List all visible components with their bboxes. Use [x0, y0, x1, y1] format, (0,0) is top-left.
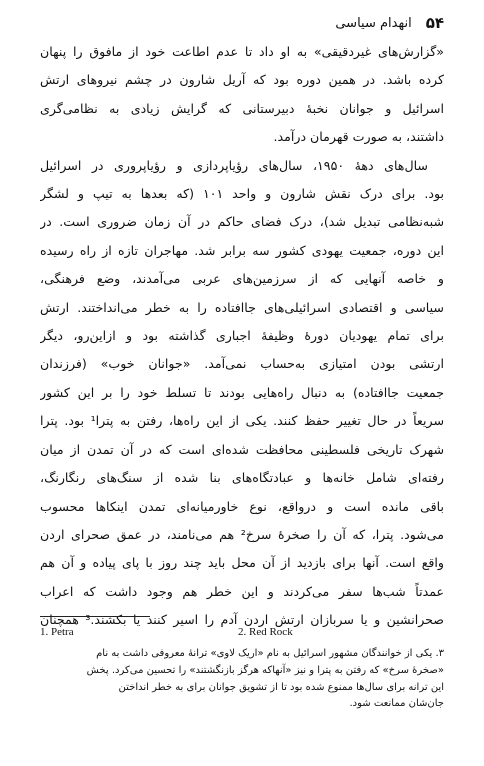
text-line: شهرک تاریخی فلسطینی محافظت شده‌ای است که در آن تمدن از میان	[40, 441, 444, 457]
footnote-line: جان‌شان ممانعت شود.	[349, 698, 444, 710]
text-line: داشتند، به صورت قهرمان درآمد.	[273, 129, 444, 145]
text-line: سال‌های دههٔ ۱۹۵۰، سال‌های رؤیاپردازی و رؤیاپروری در اسرائیل	[40, 157, 428, 173]
text-line: جمعیت جاافتاده) به دنبال راه‌هایی بودند تا تسلط خود را بر این کشور	[40, 384, 444, 400]
text-line: عمدتاً شب‌ها سفر می‌کردند و این خطر هم وجود داشت که اعراب	[40, 583, 444, 599]
text-line: کرده باشد. در همین دوره بود که آریل شارون در چشم نیروهای ارتش	[40, 72, 444, 88]
text-line: شبه‌نظامی تبدیل شد)، درک فضای حاکم در آن زمان ضروری است. در	[40, 214, 444, 230]
footnote-line: این ترانه برای سال‌ها ممنوع شده بود تا از تشویق جوانان برای به خطر انداختن	[118, 681, 444, 693]
text-line: این دوره، جمعیت یهودی کشور سه برابر شد. مهاجران تازه از راه رسیده	[40, 242, 444, 258]
paragraph-1	[40, 38, 444, 152]
text-line: و خاصه آنهایی که از سرزمین‌های عربی می‌آمدند، وضع فرهنگی،	[40, 271, 444, 287]
page-header	[40, 12, 444, 34]
paragraph-2	[40, 152, 444, 635]
text-line: اسرائیل و جوانان نخبهٔ دبیرستانی که گرایش زیادی به نظامی‌گری	[40, 100, 444, 116]
text-line: برای تمام یهودیان دورهٔ وظیفهٔ اجباری گذاشته بود و ازاین‌رو، دیگر	[40, 328, 444, 344]
text-line: سیاسی و اقتصادی اسرائیلی‌های جاافتاده را به خطر می‌انداختند. ارتش	[40, 299, 444, 315]
text-line: صحرانشین و یا سربازان ارتش اردن آدم را اسیر کنند یا بکشند.³ همچنان	[40, 612, 444, 628]
text-line: باقی مانده است و درواقع، نوع خاورمیانه‌ای تمدن اینکاها محسوب	[40, 498, 444, 514]
text-line: واقع است. آنها برای بازدید از آن محل باید چند روز با پای پیاده و آن هم	[40, 555, 444, 571]
text-line: «گزارش‌های غیردقیقی» به او داد تا عدم اطاعت خود از مافوق را پنهان	[40, 44, 444, 59]
text-line: بود. برای درک نقش شارون و واحد ۱۰۱ (که بعدها به تیپ و لشگر	[40, 186, 444, 202]
text-line: می‌شود. پترا، که آن را صخرهٔ سرخ² هم می‌نامند، در عمق صحرای اردن	[40, 526, 444, 542]
running-title: انهدام سیاسی	[335, 15, 412, 31]
body-text	[40, 38, 444, 635]
text-line: رفته‌ای شامل خانه‌ها و عبادتگاه‌های بنا شده از سنگ‌های رنگارنگ،	[40, 470, 444, 486]
text-line: سریعاً در حال تغییر حفظ کنند. یکی از این راه‌ها، رفتن به پترا¹ بود. پترا	[40, 413, 444, 429]
footnote-red-rock: 2. Red Rock	[238, 626, 293, 638]
footnote-line: ۳. یکی از خوانندگان مشهور اسرائیل به نام «اریک لاوی» ترانهٔ معروفی داشت به نام	[96, 648, 444, 659]
text-line: ارتشی بودن امتیازی به‌حساب نمی‌آمد. «جوانان خوب» (فرزندان	[40, 356, 444, 372]
page-number: ۵۴	[425, 14, 444, 32]
footnote-line: «صخرهٔ سرخ» که رفتن به پترا و نیز «آنهاکه هرگز بازنگشتند» را تحسین می‌کرد. پخش	[86, 664, 444, 676]
footnote-petra: 1. Petra	[40, 626, 74, 638]
footnote-persian	[40, 646, 444, 713]
footnote-divider	[40, 616, 150, 617]
